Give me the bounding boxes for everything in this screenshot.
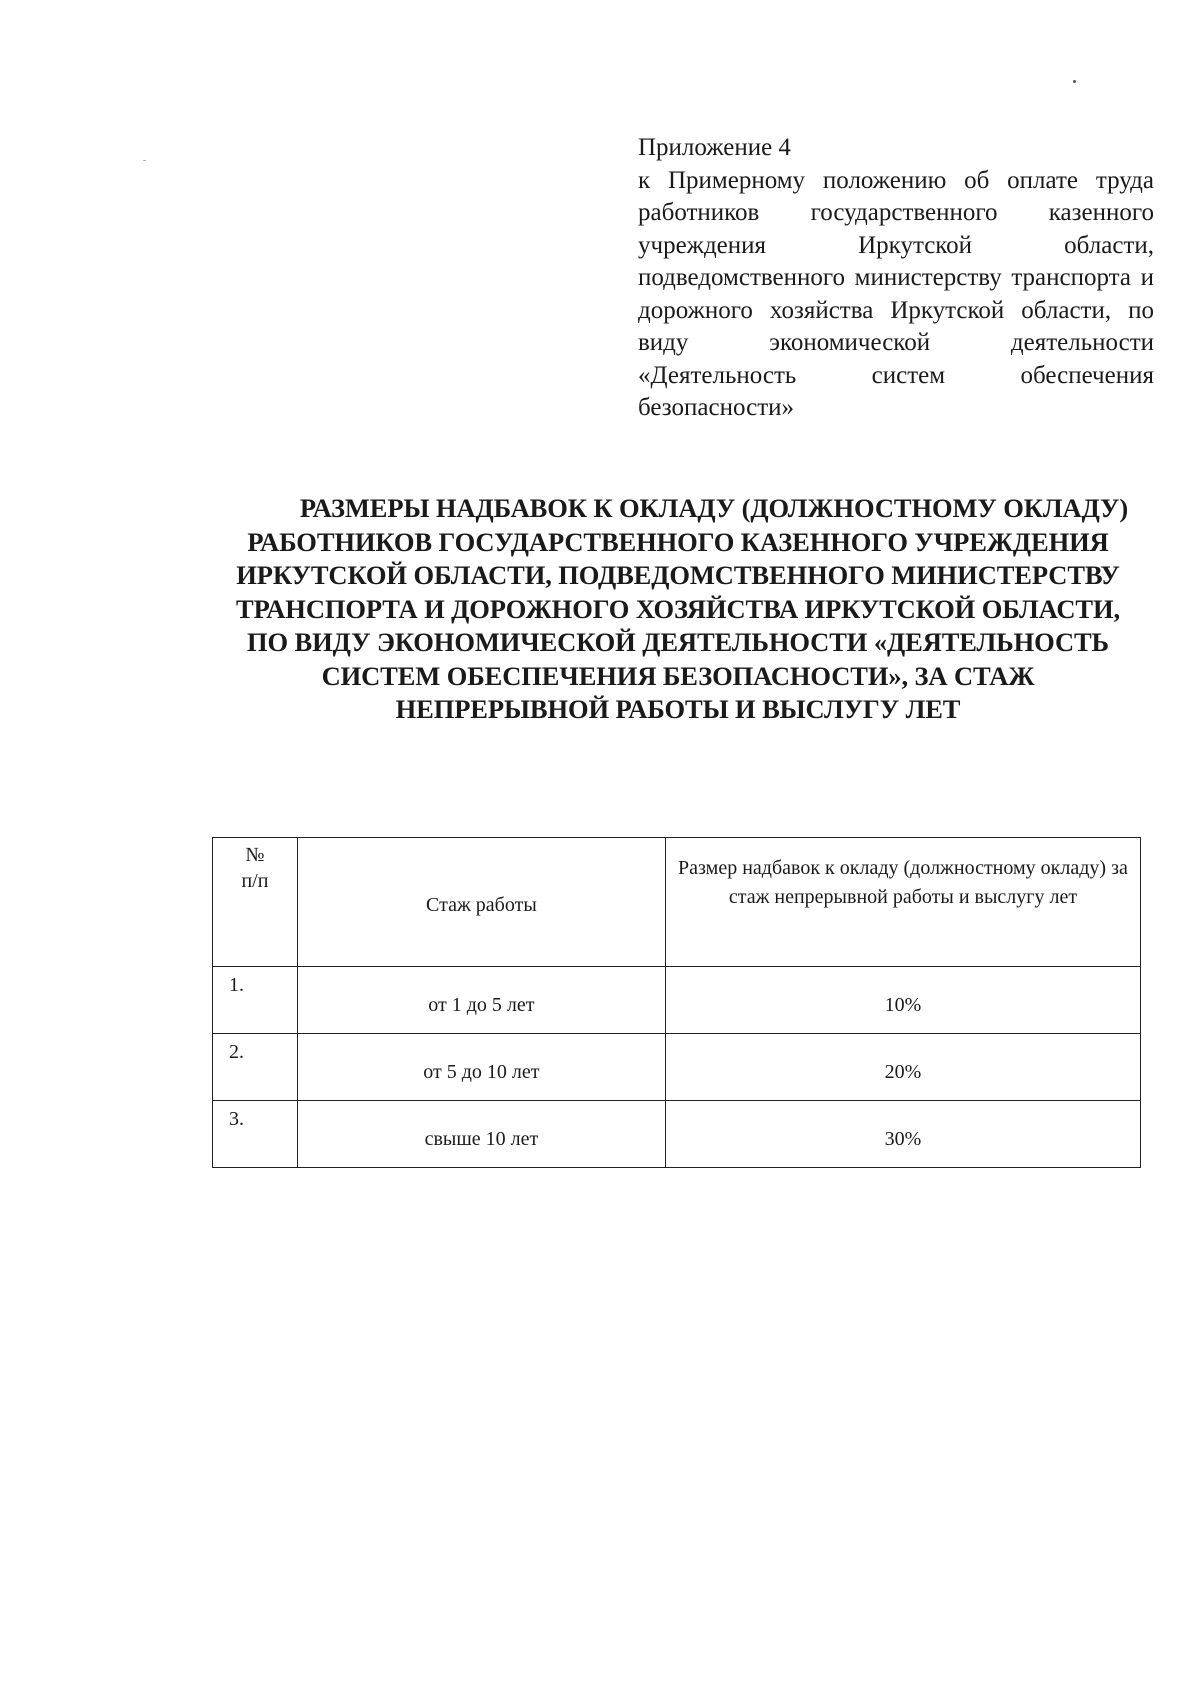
document-heading: РАЗМЕРЫ НАДБАВОК К ОКЛАДУ (ДОЛЖНОСТНОМУ ОКЛАДУ) РАБОТНИКОВ ГОСУДАРСТВЕННОГО КАЗЕННОГО УЧРЕЖДЕНИЯ ИРКУТСКОЙ ОБЛАСТИ, ПОДВЕДОМСТВЕННОГО МИНИСТЕРСТВУ ТРАНСПОРТА И ДОРОЖНОГО ХОЗЯЙСТВА ИРКУТСКОЙ ОБЛАСТИ, ПО ВИДУ ЭКОНОМИЧЕСКОЙ ДЕЯТЕЛЬНОСТИ «ДЕЯТЕЛЬНОСТЬ СИСТЕМ ОБЕСПЕЧЕНИЯ БЕЗОПАСНОСТИ», ЗА СТАЖ НЕПРЕРЫВНОЙ РАБОТЫ И ВЫСЛУГУ ЛЕТ (236, 493, 1129, 724)
row-stazh: от 5 до 10 лет (297, 1034, 665, 1101)
scan-speck (143, 160, 146, 161)
row-size: 30% (665, 1101, 1140, 1168)
allowance-table (212, 837, 1141, 1168)
row-stazh: свыше 10 лет (297, 1101, 665, 1168)
annex-number: Приложение 4 (638, 134, 791, 161)
header-num-abbrev: п/п (241, 870, 269, 892)
header-size: Размер надбавок к окладу (должностному окладу) за стаж непрерывной работы и выслугу лет (665, 838, 1140, 967)
table-row (213, 967, 1141, 1034)
header-num-symbol: № (245, 844, 265, 866)
table-row (213, 1034, 1141, 1101)
row-size: 20% (665, 1034, 1140, 1101)
header-stazh: Стаж работы (297, 838, 665, 967)
annex-block (638, 132, 1154, 425)
row-num: 1. (213, 967, 298, 1034)
row-num: 3. (213, 1101, 298, 1168)
table-row (213, 1101, 1141, 1168)
row-stazh: от 1 до 5 лет (297, 967, 665, 1034)
table-header-row (213, 838, 1141, 967)
scan-speck (1073, 80, 1076, 83)
annex-reference: к Примерному положению об оплате труда работников государственного казенного учреждения Иркутской области, подведомственного министерству транспорта и дорожного хозяйства Иркутской области, по виду экономической деятельности «Деятельность систем обеспечения безопасности» (638, 166, 1154, 421)
row-num: 2. (213, 1034, 298, 1101)
row-size: 10% (665, 967, 1140, 1034)
header-num (213, 838, 298, 967)
